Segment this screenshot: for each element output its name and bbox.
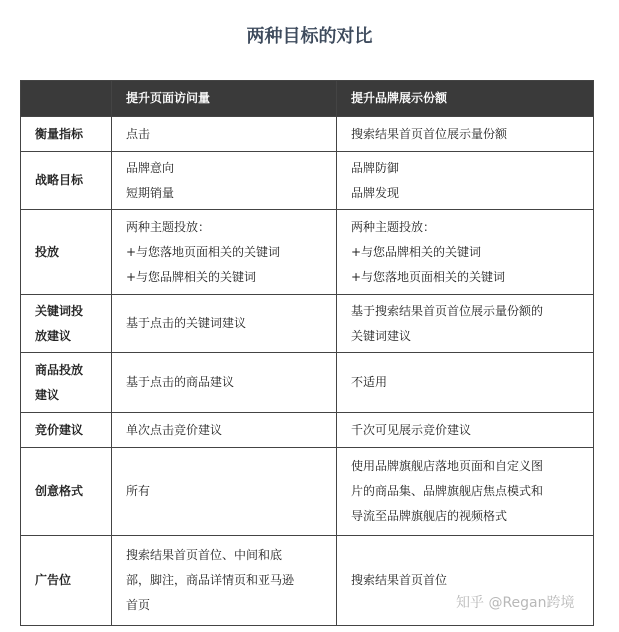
row-label <box>21 413 112 448</box>
cell-line: 两种主题投放： <box>351 219 436 234</box>
cell-line: 关键词建议 <box>351 328 412 343</box>
page-visits-cell <box>112 413 337 448</box>
row-label-line: 创意格式 <box>35 484 84 498</box>
page-visits-cell <box>112 295 337 353</box>
cell-line: 基于点击的商品建议 <box>126 375 235 389</box>
row-label <box>21 448 112 536</box>
page-visits-cell <box>112 117 337 152</box>
page-visits-cell <box>112 210 337 295</box>
cell-line: 搜索结果首页首位、中间和底 <box>126 548 283 562</box>
cell-line: 基于搜索结果首页首位展示量份额的 <box>351 303 544 318</box>
row-label <box>21 353 112 413</box>
cell-line: 不适用 <box>351 375 388 389</box>
table-row <box>21 536 594 626</box>
comparison-table <box>20 80 594 626</box>
row-label-line: 广告位 <box>35 573 72 587</box>
row-label-line: 建议 <box>35 387 60 402</box>
brand-share-cell <box>337 536 594 626</box>
table-body <box>21 117 594 626</box>
cell-line: 品牌发现 <box>351 185 400 200</box>
brand-share-cell <box>337 295 594 353</box>
table-row <box>21 210 594 295</box>
header-brand-share: 提升品牌展示份额 <box>337 81 594 117</box>
cell-line: +与您品牌相关的关键词 <box>126 269 257 284</box>
cell-line: 首页 <box>126 598 151 612</box>
row-label-line: 关键词投 <box>35 303 84 318</box>
table-row <box>21 295 594 353</box>
cell-line: 基于点击的关键词建议 <box>126 316 247 330</box>
row-label-line: 战略目标 <box>35 173 84 187</box>
brand-share-cell <box>337 117 594 152</box>
row-label <box>21 210 112 295</box>
table-row <box>21 448 594 536</box>
cell-line: +与您落地页面相关的关键词 <box>126 244 281 259</box>
row-label <box>21 117 112 152</box>
table-row <box>21 413 594 448</box>
cell-line: 短期销量 <box>126 185 175 200</box>
table-header-row <box>21 81 594 117</box>
row-label <box>21 295 112 353</box>
brand-share-cell <box>337 210 594 295</box>
brand-share-cell <box>337 448 594 536</box>
cell-line: 片的商品集、品牌旗舰店焦点模式和 <box>351 484 544 498</box>
cell-line: 所有 <box>126 484 151 498</box>
cell-line: 品牌意向 <box>126 160 175 175</box>
cell-line: 使用品牌旗舰店落地页面和自定义图 <box>351 459 544 473</box>
page-title: 两种目标的对比 <box>246 26 373 47</box>
watermark: 知乎 @Regan跨境 <box>456 595 575 611</box>
cell-line: +与您落地页面相关的关键词 <box>351 269 506 284</box>
cell-line: 千次可见展示竞价建议 <box>351 422 472 437</box>
page-visits-cell <box>112 448 337 536</box>
brand-share-cell <box>337 413 594 448</box>
cell-line: 单次点击竞价建议 <box>126 422 223 437</box>
page-visits-cell <box>112 152 337 210</box>
page-visits-cell <box>112 353 337 413</box>
cell-line: 导流至品牌旗舰店的视频格式 <box>351 509 508 523</box>
header-page-visits: 提升页面访问量 <box>112 81 337 117</box>
cell-line: 部，脚注，商品详情页和亚马逊 <box>126 573 295 587</box>
table-row <box>21 152 594 210</box>
row-label <box>21 536 112 626</box>
cell-line: 搜索结果首页首位 <box>351 573 448 587</box>
row-label-line: 衡量指标 <box>35 126 84 141</box>
cell-line: 两种主题投放： <box>126 219 211 234</box>
header-corner <box>21 81 112 117</box>
brand-share-cell <box>337 353 594 413</box>
row-label-line: 竞价建议 <box>35 422 84 437</box>
row-label-line: 商品投放 <box>35 362 84 377</box>
table-row <box>21 117 594 152</box>
cell-line: 搜索结果首页首位展示量份额 <box>351 126 508 141</box>
page-visits-cell <box>112 536 337 626</box>
row-label <box>21 152 112 210</box>
row-label-line: 投放 <box>35 244 60 259</box>
cell-line: 品牌防御 <box>351 160 400 175</box>
row-label-line: 放建议 <box>35 328 72 343</box>
cell-line: +与您品牌相关的关键词 <box>351 244 482 259</box>
table-row <box>21 353 594 413</box>
cell-line: 点击 <box>126 126 151 141</box>
brand-share-cell <box>337 152 594 210</box>
